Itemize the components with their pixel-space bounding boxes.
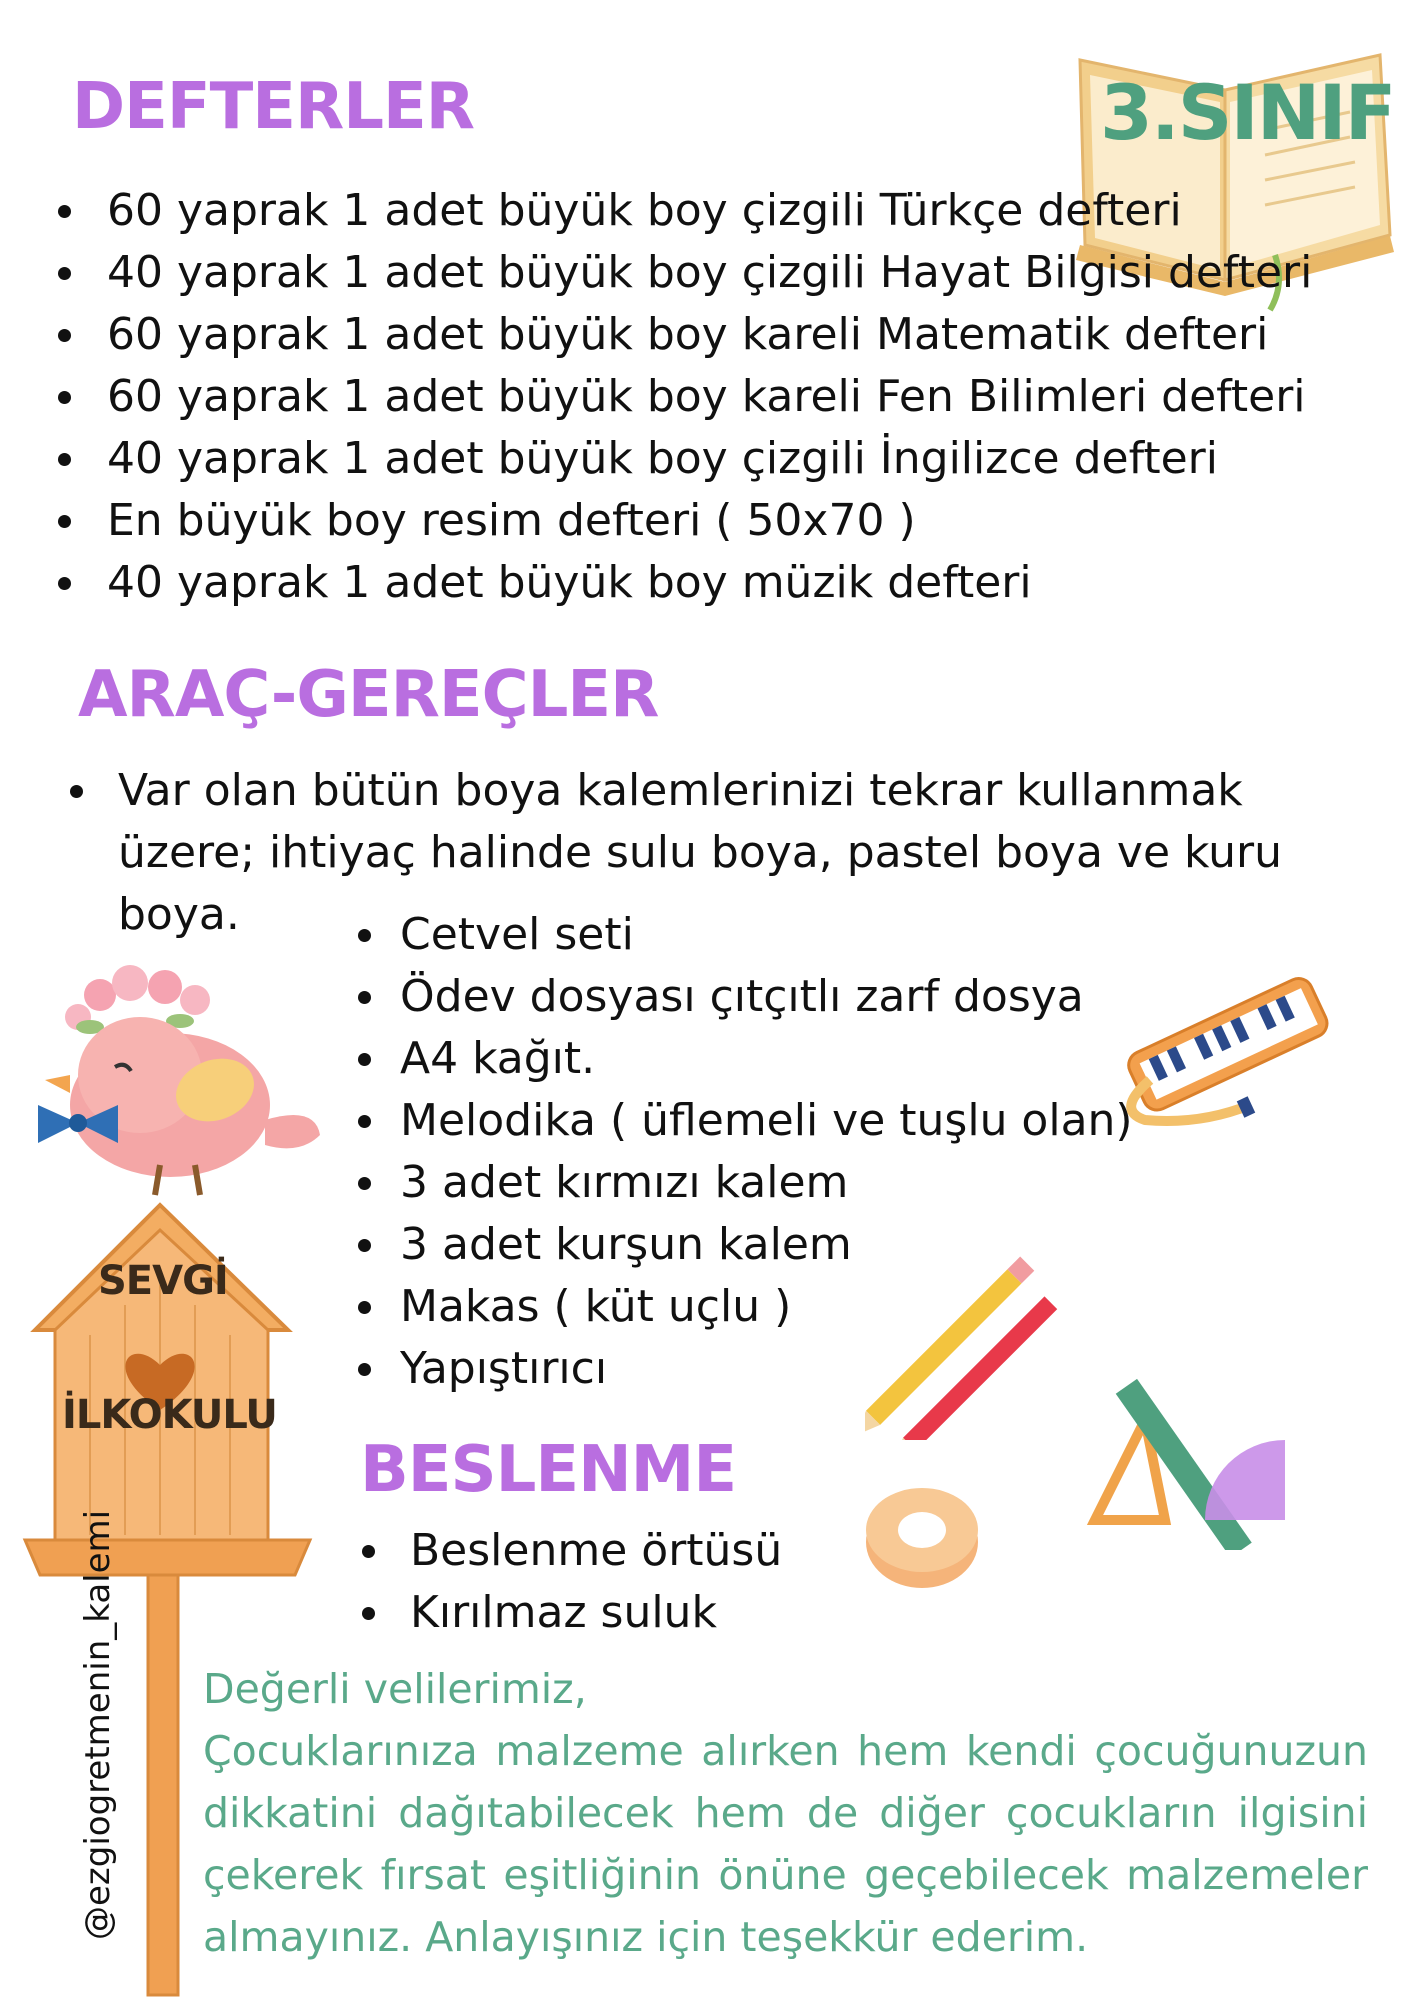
school-sign-line2: İLKOKULU	[62, 1392, 277, 1438]
list-item: Cetvel seti	[358, 904, 1133, 966]
list-item: Var olan bütün boya kalemlerinizi tekrar kullanmak üzere; ihtiyaç halinde sulu boya, pastel boya ve kuru boya.	[70, 760, 1340, 946]
list-item: 60 yaprak 1 adet büyük boy kareli Matematik defteri	[62, 304, 1312, 366]
list-item: 40 yaprak 1 adet büyük boy çizgili İngilizce defteri	[62, 428, 1312, 490]
beslenme-list	[362, 1520, 782, 1644]
section-title-defterler: DEFTERLER	[72, 70, 474, 144]
note-greeting: Değerli velilerimiz,	[203, 1665, 587, 1713]
list-item: Makas ( küt uçlu )	[358, 1276, 1133, 1338]
tape-roll-icon	[860, 1480, 990, 1600]
list-item: 3 adet kurşun kalem	[358, 1214, 1133, 1276]
list-item: 60 yaprak 1 adet büyük boy çizgili Türkçe defteri	[62, 180, 1312, 242]
list-item: Melodika ( üflemeli ve tuşlu olan)	[358, 1090, 1133, 1152]
section-title-arac-gerecler: ARAÇ-GEREÇLER	[78, 658, 659, 732]
list-item: A4 kağıt.	[358, 1028, 1133, 1090]
watermark: @ezgiogretmenin_kalemi	[78, 1509, 118, 1940]
bird-with-flowers-icon	[30, 955, 330, 1200]
list-item: 40 yaprak 1 adet büyük boy müzik defteri	[62, 552, 1312, 614]
defterler-list	[62, 180, 1312, 614]
list-item: 60 yaprak 1 adet büyük boy kareli Fen Bilimleri defteri	[62, 366, 1312, 428]
parent-note	[203, 1658, 1368, 1968]
grade-badge: 3.SINIF	[1100, 68, 1395, 157]
list-item: Kırılmaz suluk	[362, 1582, 782, 1644]
school-sign-line1: SEVGİ	[98, 1258, 228, 1304]
pencils-icon	[865, 1240, 1095, 1440]
list-item: 3 adet kırmızı kalem	[358, 1152, 1133, 1214]
list-item: En büyük boy resim defteri ( 50x70 )	[62, 490, 1312, 552]
note-body: Çocuklarınıza malzeme alırken hem kendi çocuğunuzun dikkatini dağıtabilecek hem de diğer çocukların ilgisini çekerek fırsat eşitliğinin önüne geçebilecek malzemeler almayınız. Anlayışınız için teşekkür ederim.	[203, 1727, 1368, 1961]
melodica-icon	[1110, 960, 1340, 1140]
section-title-beslenme: BESLENME	[360, 1433, 737, 1507]
list-item: Yapıştırıcı	[358, 1338, 1133, 1400]
list-item: Beslenme örtüsü	[362, 1520, 782, 1582]
list-item: Ödev dosyası çıtçıtlı zarf dosya	[358, 966, 1133, 1028]
list-item: 40 yaprak 1 adet büyük boy çizgili Hayat Bilgisi defteri	[62, 242, 1312, 304]
ruler-set-icon	[1085, 1370, 1305, 1550]
